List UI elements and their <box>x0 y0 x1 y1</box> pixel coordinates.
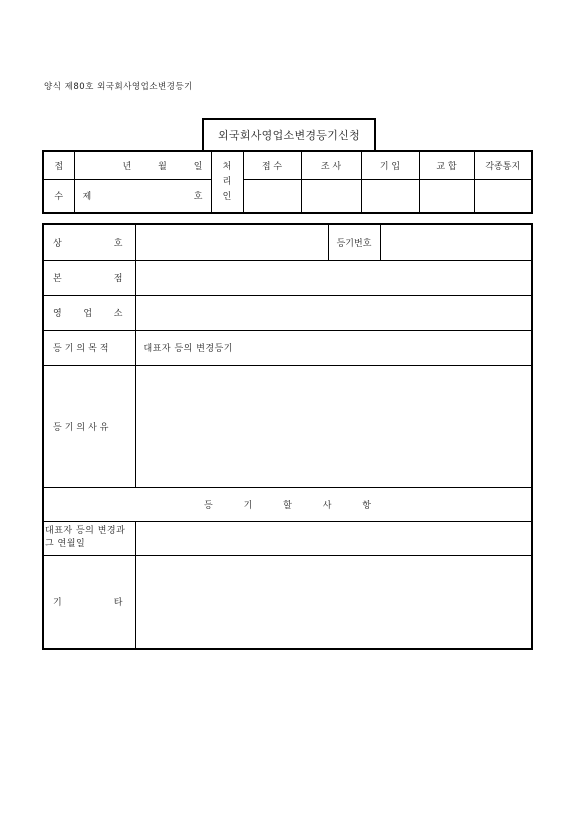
company-name-label: 상 호 <box>43 224 135 260</box>
stamp-receipt[interactable] <box>243 179 301 213</box>
receipt-date[interactable] <box>74 151 211 179</box>
receipt-jeop: 접 <box>43 151 74 179</box>
col-receipt: 접 수 <box>243 151 301 179</box>
je-label: 제 <box>82 192 92 203</box>
day-label: 일 <box>193 161 203 172</box>
branch-label: 영 업 소 <box>43 295 135 330</box>
stamp-collation[interactable] <box>419 179 474 213</box>
processing-stamp-label: 처 리 인 <box>211 151 243 213</box>
form-number: 양식 제80호 외국회사영업소변경등기 <box>44 82 193 92</box>
branch-field[interactable] <box>135 295 532 330</box>
other-label: 기 타 <box>43 555 135 649</box>
month-label: 월 <box>158 161 167 172</box>
head-office-field[interactable] <box>135 260 532 295</box>
other-field[interactable] <box>135 555 532 649</box>
stamp-entry[interactable] <box>361 179 419 213</box>
change-label: 대표자 등의 변경과 그 연월일 <box>43 521 135 555</box>
year-label: 년 <box>122 161 132 172</box>
company-name-field[interactable] <box>135 224 328 260</box>
reason-field[interactable] <box>135 365 532 487</box>
col-investigation: 조 사 <box>301 151 361 179</box>
change-field[interactable] <box>135 521 532 555</box>
purpose-value[interactable]: 대표자 등의 변경등기 <box>135 330 532 365</box>
purpose-label: 등기의목적 <box>43 330 135 365</box>
receipt-table <box>42 150 533 214</box>
receipt-su: 수 <box>43 179 74 213</box>
col-collation: 교 합 <box>419 151 474 179</box>
main-table <box>42 223 533 650</box>
items-header: 등 기 할 사 항 <box>43 487 532 521</box>
reg-no-label: 등기번호 <box>328 224 380 260</box>
stamp-investigation[interactable] <box>301 179 361 213</box>
reg-no-field[interactable] <box>380 224 532 260</box>
reason-label: 등기의사유 <box>43 365 135 487</box>
ho-label: 호 <box>193 192 203 203</box>
stamp-notices[interactable] <box>474 179 532 213</box>
head-office-label: 본 점 <box>43 260 135 295</box>
receipt-number[interactable] <box>74 179 211 213</box>
col-entry: 기 입 <box>361 151 419 179</box>
form-title: 외국회사영업소변경등기신청 <box>202 118 376 150</box>
col-notices: 각종통지 <box>474 151 532 179</box>
